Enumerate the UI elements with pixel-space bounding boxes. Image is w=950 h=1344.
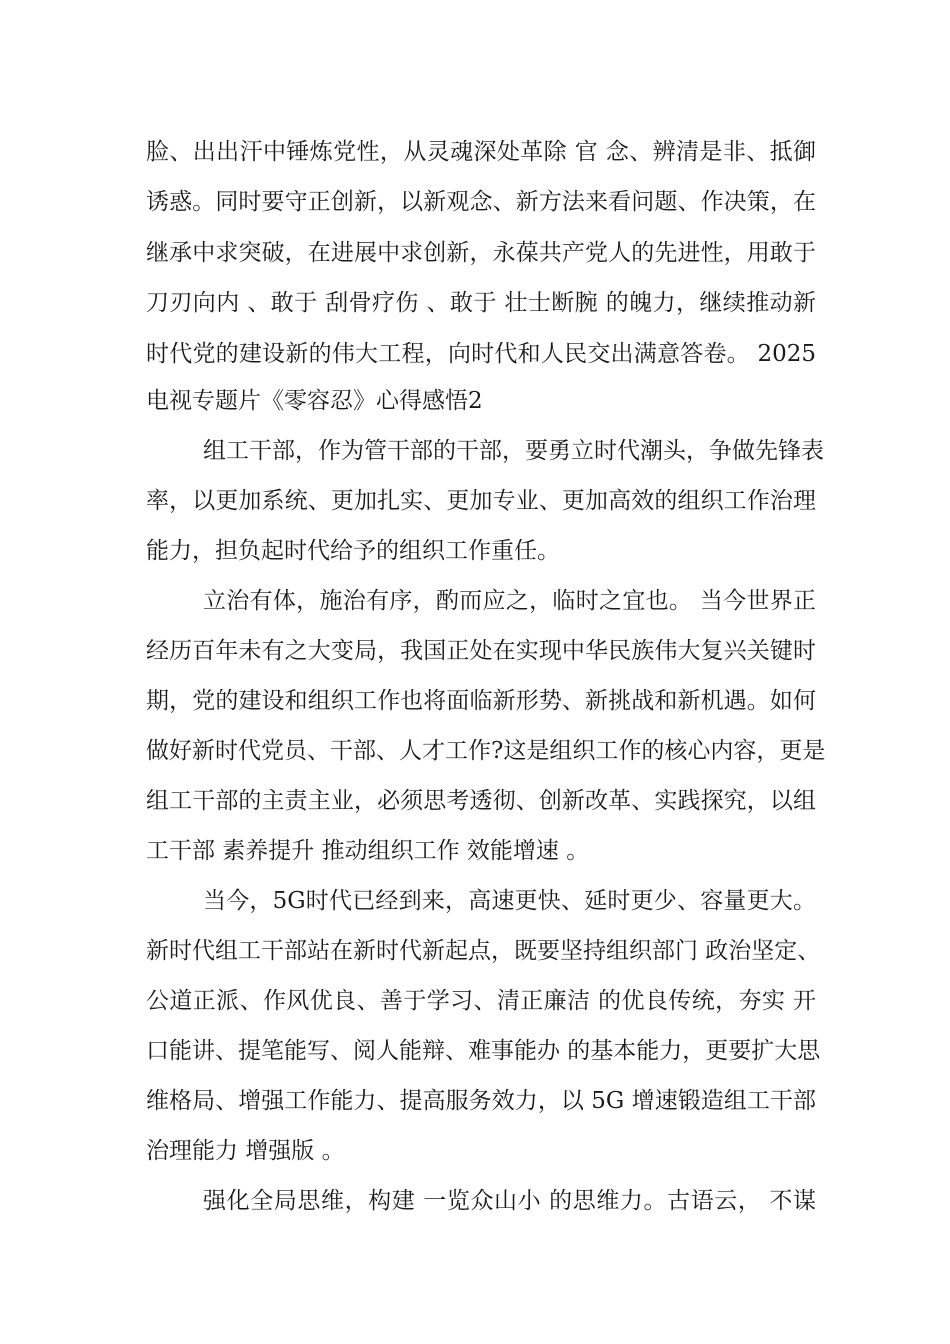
paragraph-first-line: 立治有体，施治有序，酌而应之，临时之宜也。 当今世界正 <box>203 588 816 614</box>
paragraph-first-line: 当今，5G时代已经到来，高速更快、延时更少、容量更大。 <box>203 888 816 914</box>
paragraph-first-line: 强化全局思维，构建 一览众山小 的思维力。古语云， 不谋 <box>203 1188 816 1214</box>
text-line: 脸、出出汗中锤炼党性，从灵魂深处革除 官 念、辨清是非、抵御 <box>146 139 816 165</box>
text-line: 诱惑。同时要守正创新，以新观念、新方法来看问题、作决策，在 <box>146 189 816 215</box>
text-line: 时代党的建设新的伟大工程，向时代和人民交出满意答卷。 2025 <box>146 341 816 367</box>
text-line: 刀刃向内 、敢于 刮骨疗伤 、敢于 壮士断腕 的魄力，继续推动新 <box>146 290 816 316</box>
text-line: 经历百年未有之大变局，我国正处在实现中华民族伟大复兴关键时 <box>146 638 816 664</box>
text-line: 期，党的建设和组织工作也将面临新形势、新挑战和新机遇。如何 <box>146 688 816 714</box>
text-line: 电视专题片《零容忍》心得感悟2 <box>146 388 483 414</box>
text-line: 率，以更加系统、更加扎实、更加专业、更加高效的组织工作治理 <box>146 488 816 514</box>
text-line: 公道正派、作风优良、善于学习、清正廉洁 的优良传统，夯实 开 <box>146 988 816 1014</box>
paragraph-first-line: 组工干部，作为管干部的干部，要勇立时代潮头，争做先锋表 <box>203 438 824 464</box>
text-line: 继承中求突破，在进展中求创新，永葆共产党人的先进性，用敢于 <box>146 240 816 266</box>
text-line: 能力，担负起时代给予的组织工作重任。 <box>146 538 560 564</box>
text-line: 治理能力 增强版 。 <box>146 1138 345 1164</box>
text-line: 新时代组工干部站在新时代新起点，既要坚持组织部门 政治坚定、 <box>146 938 821 964</box>
text-line: 维格局、增强工作能力、提高服务效力，以 5G 增速锻造组工干部 <box>146 1088 816 1114</box>
text-line: 组工干部的主责主业，必须思考透彻、创新改革、实践探究，以组 <box>146 788 816 814</box>
text-line: 工干部 素养提升 推动组织工作 效能增速 。 <box>146 838 590 864</box>
text-line: 口能讲、提笔能写、阅人能辩、难事能办 的基本能力，更要扩大思 <box>146 1038 821 1064</box>
text-line: 做好新时代党员、干部、人才工作?这是组织工作的核心内容，更是 <box>146 738 826 764</box>
